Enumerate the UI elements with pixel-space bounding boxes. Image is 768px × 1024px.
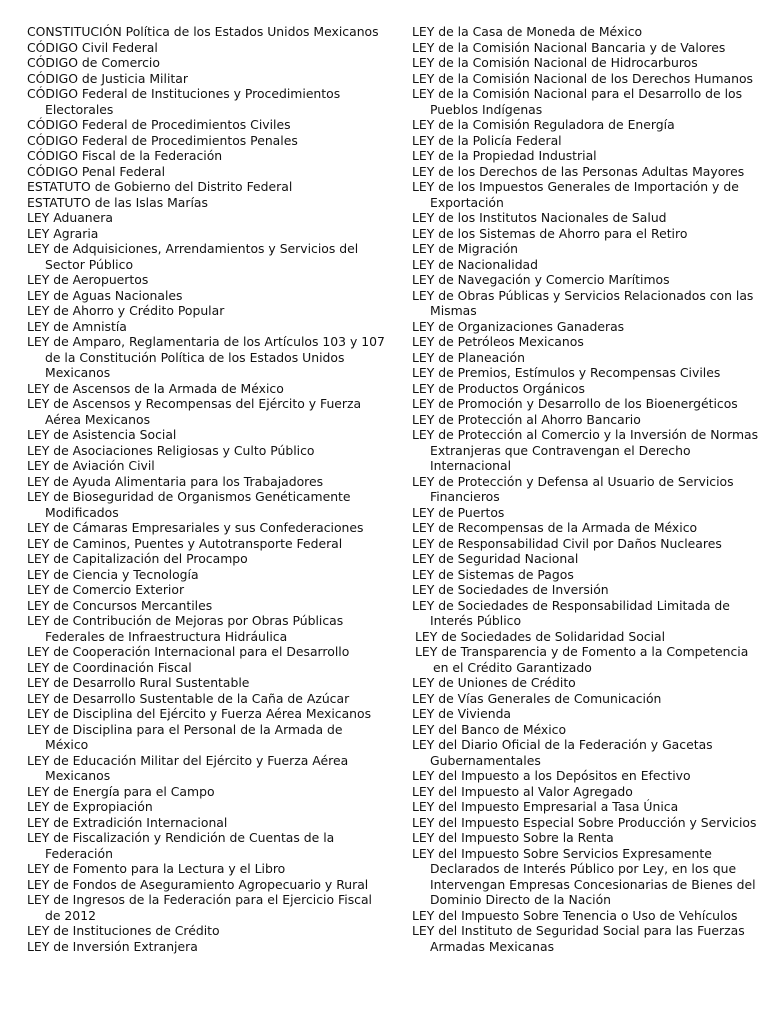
law-list-item: LEY del Banco de México <box>412 721 567 737</box>
law-list-item: CÓDIGO Federal de Procedimientos Civiles <box>27 117 291 132</box>
law-list-item: LEY de Promoción y Desarrollo de los Bioenergéticos <box>412 396 738 411</box>
law-list-item: LEY de Aguas Nacionales <box>27 287 183 303</box>
law-list-item: LEY de Aeropuertos <box>27 272 149 287</box>
law-list-item: LEY de la Comisión Nacional de los Derechos Humanos <box>412 70 753 86</box>
law-list-item: LEY de Vías Generales de Comunicación <box>412 690 662 706</box>
law-list-item: LEY de Uniones de Crédito <box>412 675 576 690</box>
law-list-item: LEY de Comercio Exterior <box>27 582 185 597</box>
law-list-item: LEY de Instituciones de Crédito <box>27 923 220 938</box>
law-list-item: LEY Agraria <box>27 225 99 241</box>
law-list-item: LEY de Disciplina para el Personal de la Armada de México <box>27 721 343 752</box>
law-list-item: LEY de la Comisión Nacional para el Desarrollo de los Pueblos Indígenas <box>412 86 743 117</box>
law-list-item: LEY de los Institutos Nacionales de Salud <box>412 210 667 225</box>
law-list-item: LEY de Ahorro y Crédito Popular <box>27 303 225 318</box>
law-list-item: LEY del Impuesto Sobre Tenencia o Uso de Vehículos <box>412 907 738 923</box>
law-list-item: LEY del Diario Oficial de la Federación y Gacetas Gubernamentales <box>412 737 713 768</box>
law-list-item: CÓDIGO Fiscal de la Federación <box>27 148 223 163</box>
law-list-item: LEY de Bioseguridad de Organismos Genéticamente Modificados <box>27 489 351 520</box>
law-list-item: LEY del Impuesto Sobre la Renta <box>412 830 614 845</box>
law-list-item: LEY del Impuesto Sobre Servicios Expresamente Declarados de Interés Público por Ley, en los que Intervengan Empresas Concesionarias de Bienes del Dominio Directo de la Nación <box>412 845 756 907</box>
law-list-item: LEY de Migración <box>412 241 519 256</box>
law-list-item: CÓDIGO Federal de Instituciones y Procedimientos Electorales <box>27 86 341 117</box>
law-list-item: LEY de Desarrollo Sustentable de la Caña de Azúcar <box>27 690 350 706</box>
law-list-item: LEY de Educación Militar del Ejército y Fuerza Aérea Mexicanos <box>27 752 349 783</box>
law-list-item: LEY de Transparencia y de Fomento a la Competencia en el Crédito Garantizado <box>415 644 749 675</box>
law-list-item: LEY de la Comisión Nacional de Hidrocarburos <box>412 55 698 70</box>
law-list-item: LEY de Asociaciones Religiosas y Culto Público <box>27 442 315 458</box>
law-list-item: LEY de Planeación <box>412 349 525 365</box>
law-list-item: LEY de Sociedades de Solidaridad Social <box>415 628 666 644</box>
law-list-item: LEY de los Impuestos Generales de Importación y de Exportación <box>412 179 739 210</box>
law-list-item: CÓDIGO de Comercio <box>27 55 160 70</box>
law-list-item: LEY de Recompensas de la Armada de México <box>412 520 698 535</box>
law-list-item: LEY de Cooperación Internacional para el Desarrollo <box>27 644 350 659</box>
left-column-list <box>27 24 387 954</box>
law-list-item: CÓDIGO Penal Federal <box>27 163 166 179</box>
law-list-item: LEY de Petróleos Mexicanos <box>412 334 584 349</box>
law-list-item: LEY de Obras Públicas y Servicios Relacionados con las Mismas <box>412 287 754 318</box>
law-list-item: LEY de Ingresos de la Federación para el Ejercicio Fiscal de 2012 <box>27 892 372 923</box>
law-list-item: LEY de Ayuda Alimentaria para los Trabajadores <box>27 473 324 489</box>
law-list-item: LEY de Amnistía <box>27 318 127 334</box>
law-list-item: LEY del Impuesto Especial Sobre Producción y Servicios <box>412 814 757 830</box>
law-list-item: LEY de la Policía Federal <box>412 132 562 148</box>
law-list-item: CONSTITUCIÓN Política de los Estados Unidos Mexicanos <box>27 24 379 39</box>
law-list-item: LEY de Premios, Estímulos y Recompensas Civiles <box>412 365 721 380</box>
law-list-item: LEY de Nacionalidad <box>412 256 539 272</box>
law-list-item: LEY de Energía para el Campo <box>27 783 215 799</box>
law-list-item: LEY de Fomento para la Lectura y el Libro <box>27 861 286 876</box>
law-list-item: LEY de Capitalización del Procampo <box>27 551 248 566</box>
law-list-item: LEY de Disciplina del Ejército y Fuerza Aérea Mexicanos <box>27 706 372 721</box>
law-list-item: LEY de Coordinación Fiscal <box>27 659 192 675</box>
law-list-item: LEY del Impuesto a los Depósitos en Efectivo <box>412 768 691 783</box>
law-list-item: CÓDIGO de Justicia Militar <box>27 70 188 86</box>
law-list-item: LEY de Contribución de Mejoras por Obras Públicas Federales de Infraestructura Hidráulica <box>27 613 344 644</box>
law-list-item: LEY de Sociedades de Responsabilidad Limitada de Interés Público <box>412 597 730 628</box>
law-list-item: LEY de Caminos, Puentes y Autotransporte Federal <box>27 535 343 551</box>
law-list-item: LEY de Organizaciones Ganaderas <box>412 318 625 334</box>
law-list-item: LEY de Protección al Comercio y la Inversión de Normas Extranjeras que Contravengan el Derecho Internacional <box>412 427 759 473</box>
law-list-item: LEY de Desarrollo Rural Sustentable <box>27 675 250 690</box>
law-list-item: LEY de Seguridad Nacional <box>412 551 579 566</box>
law-list-item: LEY Aduanera <box>27 210 113 225</box>
law-list-item: LEY de Inversión Extranjera <box>27 938 198 954</box>
law-list-item: LEY de Aviación Civil <box>27 458 155 473</box>
law-list-item: LEY de la Comisión Reguladora de Energía <box>412 117 675 132</box>
law-list-item: LEY del Instituto de Seguridad Social para las Fuerzas Armadas Mexicanas <box>412 923 745 954</box>
law-list-item: CÓDIGO Civil Federal <box>27 39 158 55</box>
law-list-item: LEY de Ascensos y Recompensas del Ejército y Fuerza Aérea Mexicanos <box>27 396 362 427</box>
law-list-item: LEY de la Casa de Moneda de México <box>412 24 643 39</box>
right-column-list <box>412 24 764 954</box>
law-list-item: LEY de Puertos <box>412 504 505 520</box>
law-list-item: LEY de Cámaras Empresariales y sus Confederaciones <box>27 520 364 535</box>
law-list-item: LEY de Productos Orgánicos <box>412 380 585 396</box>
law-list-item: LEY de Responsabilidad Civil por Daños Nucleares <box>412 535 722 551</box>
law-list-item: LEY de Amparo, Reglamentaria de los Artículos 103 y 107 de la Constitución Política de los Estados Unidos Mexicanos <box>27 334 385 380</box>
law-list-item: LEY de los Derechos de las Personas Adultas Mayores <box>412 163 745 179</box>
law-list-item: LEY de la Propiedad Industrial <box>412 148 597 163</box>
law-list-item: LEY de Adquisiciones, Arrendamientos y Servicios del Sector Público <box>27 241 359 272</box>
law-list-item: LEY del Impuesto al Valor Agregado <box>412 783 633 799</box>
law-list-item: CÓDIGO Federal de Procedimientos Penales <box>27 132 298 148</box>
law-list-item: LEY de Expropiación <box>27 799 153 814</box>
law-list-item: LEY de Vivienda <box>412 706 512 721</box>
law-list-item: LEY de Sistemas de Pagos <box>412 566 574 582</box>
law-list-item: LEY de Protección al Ahorro Bancario <box>412 411 641 427</box>
law-list-item: LEY de Fiscalización y Rendición de Cuentas de la Federación <box>27 830 335 861</box>
law-list-item: LEY de los Sistemas de Ahorro para el Retiro <box>412 225 688 241</box>
law-list-item: LEY de Extradición Internacional <box>27 814 228 830</box>
law-list-item: LEY de Ascensos de la Armada de México <box>27 380 284 396</box>
law-list-item: LEY de Concursos Mercantiles <box>27 597 213 613</box>
law-list-item: ESTATUTO de las Islas Marías <box>27 194 208 210</box>
law-list-item: LEY de la Comisión Nacional Bancaria y de Valores <box>412 39 726 55</box>
law-list-item: LEY de Protección y Defensa al Usuario de Servicios Financieros <box>412 473 734 504</box>
law-list-item: LEY de Sociedades de Inversión <box>412 582 609 597</box>
law-list-item: LEY de Ciencia y Tecnología <box>27 566 199 582</box>
law-list-item: LEY de Navegación y Comercio Marítimos <box>412 272 670 287</box>
law-list-item: ESTATUTO de Gobierno del Distrito Federal <box>27 179 293 194</box>
law-list-item: LEY de Asistencia Social <box>27 427 177 442</box>
law-list-item: LEY de Fondos de Aseguramiento Agropecuario y Rural <box>27 876 369 892</box>
law-list-item: LEY del Impuesto Empresarial a Tasa Única <box>412 799 679 814</box>
